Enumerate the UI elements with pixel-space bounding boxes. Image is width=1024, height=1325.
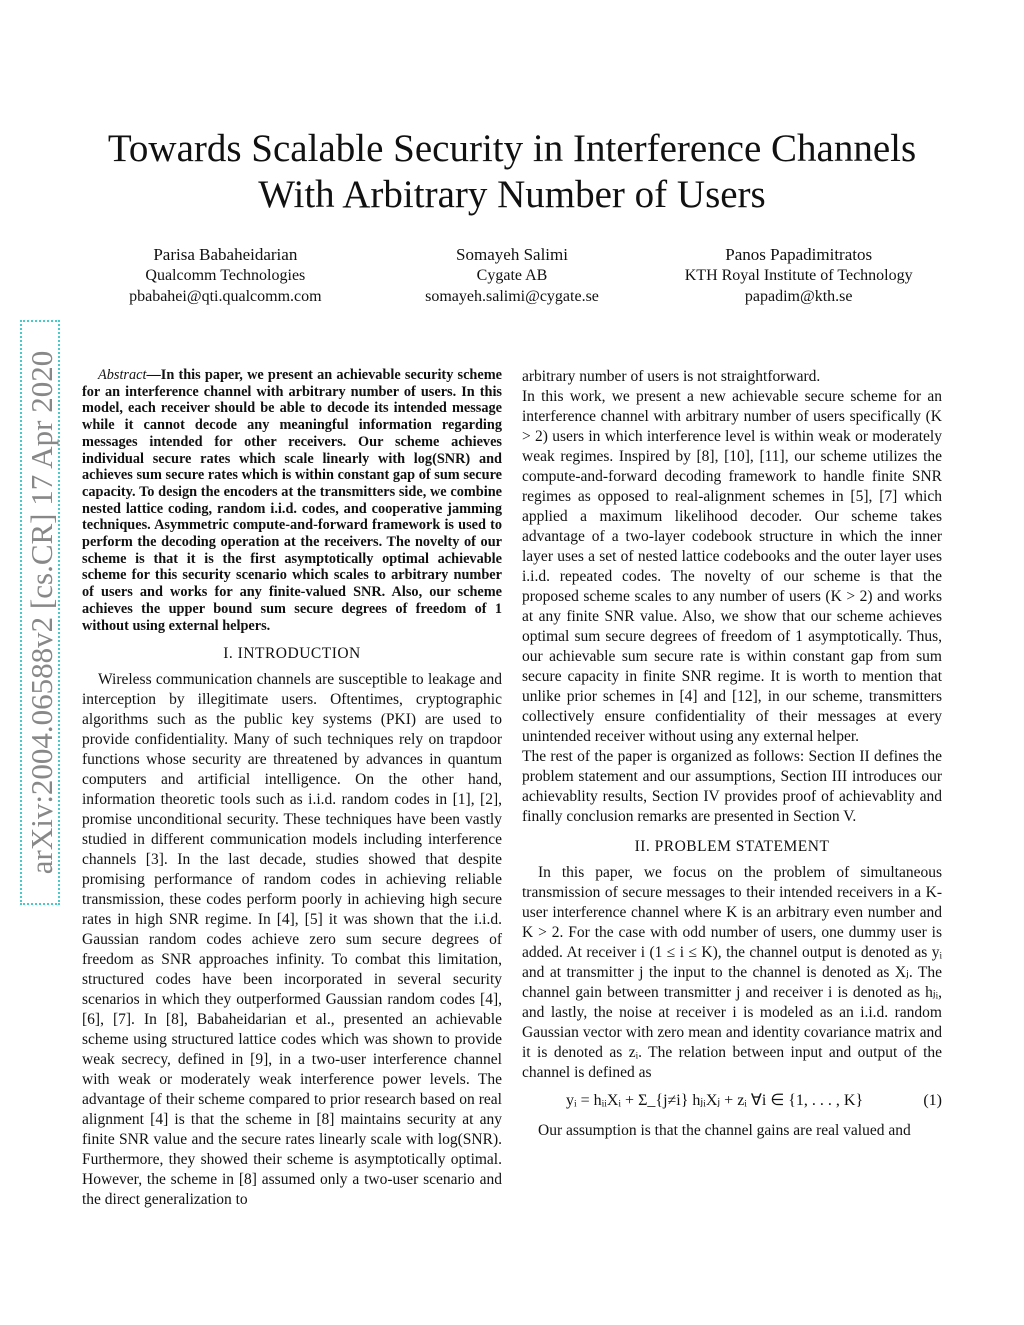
- equation-number: (1): [923, 1092, 942, 1109]
- author-block: [82, 244, 942, 307]
- section-heading: II. PROBLEM STATEMENT: [634, 838, 830, 855]
- abstract-label: Abstract: [98, 367, 147, 383]
- author: [655, 244, 942, 307]
- paragraph: In this work, we present a new achievable secure scheme for an interference channel with arbitrary number of users specifically (K > 2) users in which interference level is within weak or moderately weak regimes. Inspired by [8], [10], [11], our scheme utilizes the compute-and-forward decoding framework to handle finite SNR regimes as opposed to real-alignment schemes in [5], [7] which applied a maximum likelihood decoder. Our scheme takes advantage of a two-layer codebook structure in which the inner layer uses a set of nested lattice codebooks and the outer layer uses i.i.d. repeated codes. The novelty of our scheme is that the proposed scheme scales to any number of users (K > 2) and works at any finite SNR value. Also, we show that our scheme achieves optimal sum secure degrees of freedom of 1 asymptotically. Thus, our achievable sum secure rate is within constant gap from sum secure capacity in finite SNR regime. It is worth to mention that unlike prior schemes in [4] and [12], in our scheme, transmitters collectively ensure confidentiality of their messages at every unintended receiver without using any external helper.: [522, 388, 942, 745]
- author-name: Panos Papadimitratos: [725, 245, 873, 264]
- equation-body: yᵢ = hᵢᵢXᵢ + Σ_{j≠i} hⱼᵢXⱼ + zᵢ ∀i ∈ {1, . . . , K}: [566, 1092, 864, 1109]
- author-affiliation: Qualcomm Technologies: [145, 267, 306, 284]
- section-heading: I. INTRODUCTION: [223, 645, 361, 663]
- title-line-1: Towards Scalable Security in Interference Channels: [107, 127, 917, 170]
- author-name: Somayeh Salimi: [456, 245, 568, 264]
- equation: [522, 1083, 942, 1121]
- left-column: [82, 367, 502, 1210]
- paragraph: arbitrary number of users is not straightforward.: [522, 368, 821, 385]
- author-email: papadim@kth.se: [744, 288, 853, 305]
- author-affiliation: KTH Royal Institute of Technology: [684, 267, 913, 284]
- paragraph: Our assumption is that the channel gains are real valued and: [538, 1122, 911, 1139]
- abstract-text: —In this paper, we present an achievable security scheme for an interference channel with arbitrary number of users. In this model, each receiver should be able to decode its intended message while it cannot decode any meaningful information regarding messages intended for other receivers. Our scheme achieves individual secure rates which scale linearly with log(SNR) and achieves sum secure rates which is within constant gap of sum secure capacity. To design the encoders at the transmitters side, we combine nested lattice coding, random i.i.d. codes, and cooperative jamming techniques. Asymmetric compute-and-forward framework is used to perform the decoding operation at the receivers. The novelty of our scheme is that it is the first asymptotically optimal achievable scheme for this security scenario which scales to arbitrary number of users and works for any finite-valued SNR. Also, our scheme achieves the upper bound sum secure degrees of freedom of 1 without using external helpers.: [82, 367, 502, 634]
- paragraph: Wireless communication channels are susceptible to leakage and interception by illegitimate users. Oftentimes, cryptographic algorithms such as the public key systems (PKI) are used to provide confidentiality. Many of such techniques rely on trapdoor functions whose security are threatened by advances in quantum computers and artificial intelligence. On the other hand, information theoretic tools such as i.i.d. random codes in [1], [2], promise unconditional security. These techniques have been vastly studied in different communication models including interference channels [3]. In the last decade, studies showed that despite promising performance of random codes in achieving reliable transmission, these codes perform poorly in achieving high secure rates in high SNR regime. In [4], [5] it was shown that the i.i.d. Gaussian random codes achieve zero sum secure degrees of freedom as SNR approaches infinity. To combat this limitation, structured codes have been incorporated in several security scenarios in which they outperformed Gaussian random codes [4], [6], [7]. In [8], Babaheidarian et al., presented an achievable scheme using structured lattice codes which was shown to provide weak secrecy, defined in [9], in a two-user interference channel with weak or moderately weak interference power levels. The advantage of their scheme compared to prior research based on real alignment [4] is that the scheme in [8] maintains security at any finite SNR value and the secure rates linearly scale with log(SNR). Furthermore, they showed their scheme is asymptotically optimal. However, the scheme in [8] assumed only a two-user scenario and the direct generalization to: [82, 671, 502, 1209]
- author-email: somayeh.salimi@cygate.se: [425, 288, 599, 305]
- arxiv-stamp[interactable]: arXiv:2004.06588v2 [cs.CR] 17 Apr 2020: [20, 320, 60, 905]
- author-email: pbabahei@qti.qualcomm.com: [129, 288, 322, 305]
- author: [82, 244, 369, 307]
- paragraph: The rest of the paper is organized as follows: Section II defines the problem statement and our assumptions, Section III introduces our achievablity results, Section IV provides proof of achievablity and finally conclusion remarks are presented in Section V.: [522, 748, 942, 825]
- author: [369, 244, 656, 307]
- author-affiliation: Cygate AB: [476, 267, 548, 284]
- right-column: [522, 367, 942, 1141]
- paper-title: [0, 126, 1024, 218]
- paragraph: In this paper, we focus on the problem of simultaneous transmission of secure messages to their intended receivers in a K- user interference channel where K is an arbitrary even number and K > 2. For the case with odd number of users, one dummy user is added. At receiver i (1 ≤ i ≤ K), the channel output is denoted as yᵢ and at transmitter j the input to the channel is denoted as Xⱼ. The channel gain between transmitter j and receiver i is denoted as hⱼᵢ, and lastly, the noise at receiver i is modeled as an i.i.d. random Gaussian vector with zero mean and identity covariance matrix and it is denoted as zᵢ. The relation between input and output of the channel is defined as: [522, 864, 942, 1081]
- abstract: [82, 367, 502, 634]
- author-name: Parisa Babaheidarian: [153, 245, 298, 264]
- title-line-2: With Arbitrary Number of Users: [258, 173, 766, 216]
